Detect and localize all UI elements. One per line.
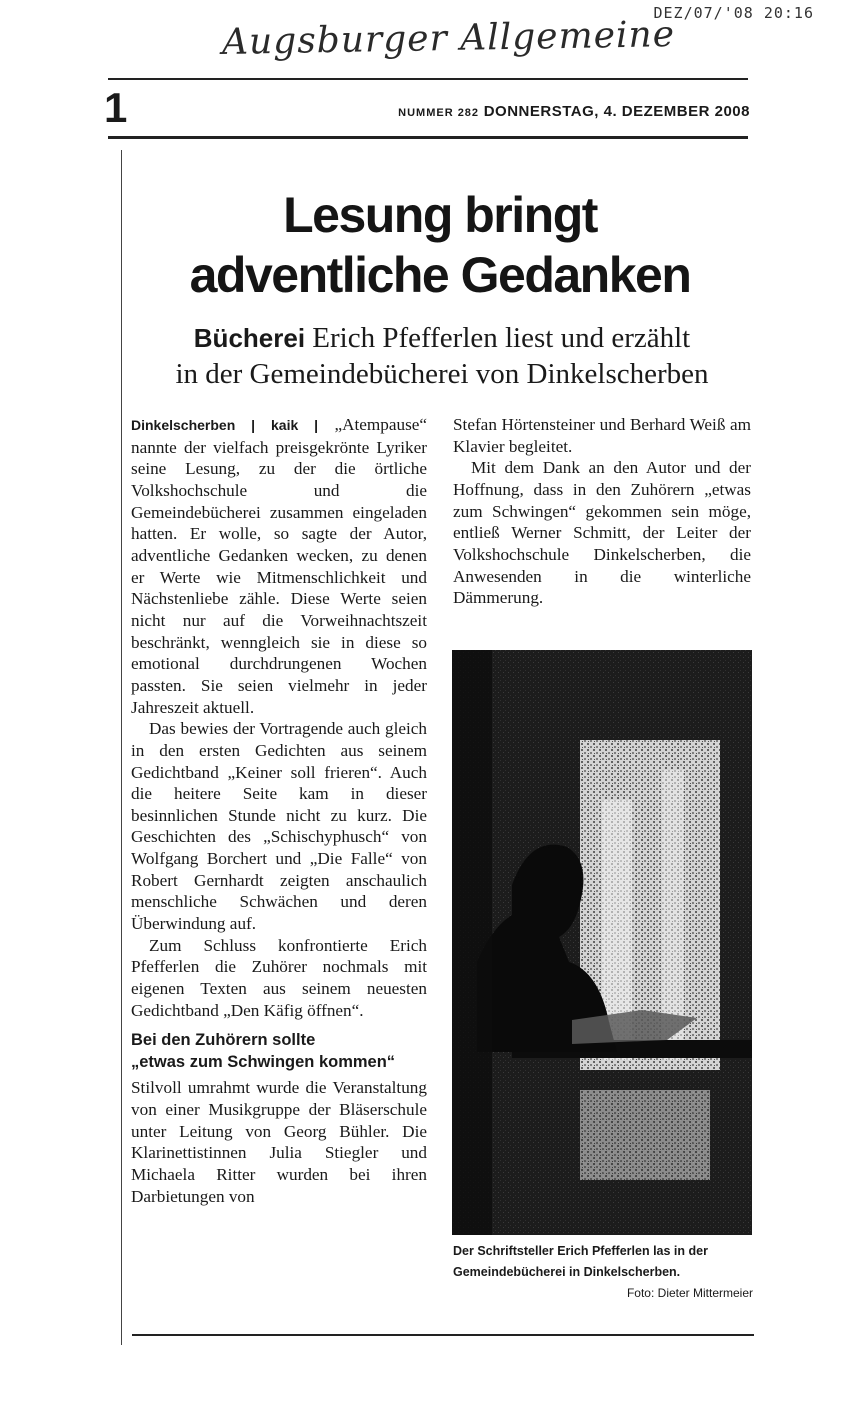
issue-date: DONNERSTAG, 4. DEZEMBER 2008 [483,103,750,120]
article-paragraph: Stilvoll umrahmt wurde die Veranstaltung von einer Musikgruppe der Bläserschule unter Leitung von Georg Bühler. Die Klarinettistinnen Julia Stiegler und Michaela Ritter wurden bei ihren Darbietungen von [131,1078,427,1206]
article-paragraph: Mit dem Dank an den Autor und der Hoffnung, dass in den Zuhörern „etwas zum Schwingen“ gekommen sein möge, entließ Werner Schmitt, der Leiter der Volkshochschule Dinkelscherben, die Anwesenden in die winterliche Dämmerung. [453,458,751,608]
fax-timestamp: DEZ/07/'08 20:16 [653,4,814,22]
interhead-line-1: Bei den Zuhörern sollte [131,1031,316,1050]
handwritten-source-note: Augsburger Allgemeine [221,14,676,63]
interhead-line-2: „etwas zum Schwingen kommen“ [131,1053,396,1072]
masthead-top-rule [108,78,748,80]
masthead-bottom-rule [108,136,748,139]
photo-credit: Foto: Dieter Mittermeier [626,1286,753,1300]
article-paragraph [131,414,427,718]
article-paragraph: Zum Schluss konfrontierte Erich Pfefferlen die Zuhörer nochmals mit eigenen Texten aus seinem neuesten Gedichtband „Den Käfig öffnen“. [131,935,427,1020]
caption-text: Der Schriftsteller Erich Pfefferlen las in der Gemeindebücherei in Dinkelscherben. [453,1244,708,1279]
clipping-bottom-rule [132,1334,754,1336]
page-number: 1 [104,84,128,131]
article-subhead [126,320,758,392]
article-headline [130,185,750,305]
article-paragraph: Das bewies der Vortragende auch gleich in den ersten Gedichten aus seinem Gedichtband „Keiner soll frieren“. Auch die heitere Seite kam in dieser besinnlichen Stunde nicht zu kurz. Die Geschichten des „Schischyphusch“ von Wolfgang Borchert und „Die Falle“ von Robert Gernhardt zeigten anschaulich menschliche Schwächen und deren Überwindung auf. [131,719,427,934]
clipping-margin-line [121,150,122,1345]
issue-number: NUMMER 282 [398,107,480,119]
headline-line-2: adventliche Gedanken [189,247,691,303]
article-column-1 [131,414,427,1207]
dateline: Dinkelscherben | kaik | [131,417,319,433]
paragraph-text: „Atempause“ nannte der vielfach preisgekrönte Lyriker seine Lesung, zu der die örtliche Volkshochschule und die Gemeindebücherei zusammen eingeladen hatten. Er wolle, so sagte der Autor, adventliche Gedanken wecken, zu denen er Werte wie Mitmenschlichkeit und Nächstenliebe zähle. Diese Werte seien nicht nur auf die Vorweihnachtszeit beschränkt, wenngleich sie in diese so emotional durchdrungenen Wochen passten. Sie seien vielmehr in jeder Jahreszeit aktuell. [131,415,428,717]
photo-caption [453,1241,753,1304]
subhead-line-1: Erich Pfefferlen liest und erzählt [312,322,691,354]
article-column-2 [453,414,751,609]
issue-line [398,103,750,120]
article-photo [452,650,752,1235]
headline-line-1: Lesung bringt [283,187,597,243]
article-interhead [131,1029,427,1073]
subhead-kicker: Bücherei [193,323,306,353]
article-paragraph: Stefan Hörtensteiner und Berhard Weiß am Klavier begleitet. [453,415,751,456]
subhead-line-2: in der Gemeindebücherei von Dinkelscherben [175,358,709,390]
photo-reader-at-lectern [452,650,752,1235]
